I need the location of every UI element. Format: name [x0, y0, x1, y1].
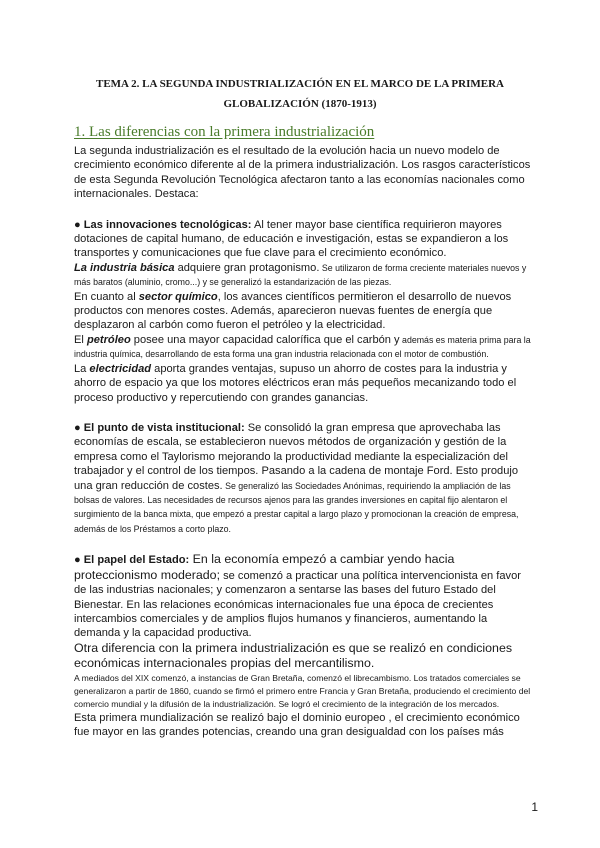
section-heading: 1. Las diferencias con la primera industrialización: [74, 124, 375, 140]
quimico-paragraph: [74, 290, 534, 333]
estado-text: se comenzó a practicar una política intervencionista en favor de las industrias nacionales; y comenzaron a sentarse las bases del futuro Estado del Bienestar. En las relaciones económicas internacionales fue una época de crecientes intercambios comerciales y de amplios flujos humanos y financieros, aumentando la demanda y la capacidad productiva.: [74, 569, 521, 640]
estado-lead: ● El papel del Estado:: [74, 554, 190, 567]
electricidad-pre: La: [74, 362, 90, 375]
spacer: [74, 405, 534, 421]
petroleo-pre: El: [74, 333, 87, 346]
document-title: [60, 74, 540, 114]
spacer: [74, 536, 534, 552]
institucional-paragraph: [74, 421, 534, 536]
petroleo-text: posee una mayor capacidad calorífica que el carbón y: [130, 333, 400, 346]
quimico-pre: En cuanto al: [74, 290, 139, 303]
librecambismo-paragraph: A mediados del XIX comenzó, a instancias de Gran Bretaña, comenzó el librecambismo. Los tratados comerciales se generalizaron a partir de 1860, cuando se firmó el primero entre Francia y Gran Bretaña, produciendo el crecimiento del comercio mundial y la difusión de la industrialización. Se logró el crecimiento de la integración de los mercados.: [74, 672, 531, 709]
mundializacion-paragraph: Esta primera mundialización se realizó bajo el dominio europeo , el crecimiento económico fue mayor en las grandes potencias, creando una gran desigualdad con los países más: [74, 711, 520, 739]
institucional-small-text: Se generalizó las Sociedades Anónimas, requiriendo la ampliación de las bolsas de valores. Las necesidades de recursos ajenos para las grandes inversiones en capital fijo alentaron el surgimiento de la banca mixta, que empezó a prestar capital a largo plazo y promocionan la creación de empresa, además de los Préstamos a corto plazo.: [74, 480, 519, 534]
electricidad-paragraph: [74, 362, 534, 405]
petroleo-term: petróleo: [86, 333, 131, 346]
institucional-text: Se consolidó la gran empresa que aprovechaba las economías de escala, se establecieron nuevos métodos de organización y gestión de la empresa como el Taylorismo mejorando la productividad mediante la especialización del trabajador y el control de los tiempos. Pasando a la cadena de montaje Ford. Esto produjo una gran reducción de costes.: [74, 421, 519, 492]
electricidad-term: electricidad: [89, 362, 152, 375]
spacer: [74, 202, 534, 218]
industria-small-text: Se utilizaron de forma creciente materiales nuevos y más baratos (aluminio, cromo...) y se generalizó la estandarización de las piezas.: [74, 262, 527, 288]
intro-paragraph: La segunda industrialización es el resultado de la evolución hacia un nuevo modelo de crecimiento económico diferente al de la primera industrialización. Los rasgos característicos de esta Segunda Revolución Tecnológica afectaron tanto a las economías nacionales como internacionales. Destaca:: [74, 145, 531, 201]
electricidad-text: aporta grandes ventajas, supuso un ahorro de costes para la industria y ahorro de espacio ya que los motores eléctricos eran más pequeños mecanizando todo el proceso productivo y repercutiendo con grandes ganancias.: [74, 362, 517, 404]
title-line-2: GLOBALIZACIÓN (1870-1913): [223, 98, 377, 110]
petroleo-small-text: además es materia prima para la industria química, desarrollando de esta forma una gran industria relacionada con el motor de combustión.: [74, 334, 531, 360]
innovaciones-paragraph: [74, 218, 534, 261]
industria-text: adquiere gran protagonismo.: [174, 261, 320, 274]
estado-paragraph: [74, 552, 534, 641]
industria-paragraph: [74, 261, 534, 290]
estado-text-large: En la economía empezó a cambiar yendo hacia proteccionismo moderado;: [74, 552, 455, 582]
petroleo-paragraph: [74, 333, 534, 362]
quimico-term: sector químico: [138, 290, 218, 303]
institucional-lead: ● El punto de vista institucional:: [74, 421, 245, 434]
document-body: [74, 144, 534, 740]
innovaciones-lead: ● Las innovaciones tecnológicas:: [74, 218, 252, 231]
quimico-text: , los avances científicos permitieron el desarrollo de nuevos productos con menores costes. Además, aparecieron nuevas fuentes de energía que desplazaron al carbón como fueron el petróleo y la electricidad.: [74, 290, 512, 332]
industria-term: La industria básica: [74, 261, 175, 274]
title-line-1: TEMA 2. LA SEGUNDA INDUSTRIALIZACIÓN EN EL MARCO DE LA PRIMERA: [96, 78, 504, 90]
innovaciones-text: Al tener mayor base científica requirieron mayores dotaciones de capital humano, de educación e investigación, estas se expandieron a los transportes y comunicaciones que fue clave para el crecimiento económico.: [74, 218, 509, 260]
page-number: 1: [531, 800, 538, 814]
otra-diferencia-paragraph: Otra diferencia con la primera industrialización es que se realizó en condiciones económicas internacionales propias del mercantilismo.: [74, 640, 513, 671]
